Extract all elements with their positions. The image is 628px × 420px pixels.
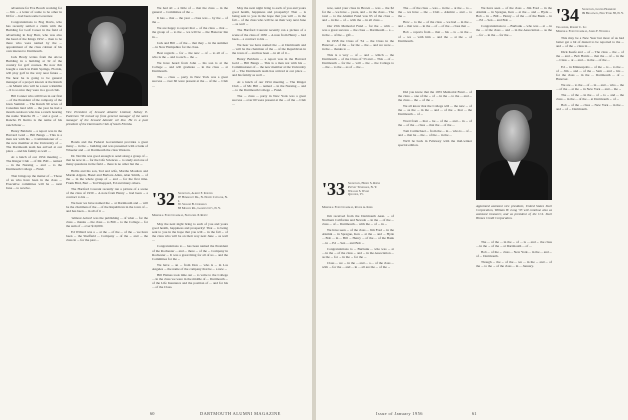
- paragraph: The Hartford Courant recently ran a picture of a scene of the class of 1930 ... A note from Henry ... had been ... a contract to his ...: [66, 186, 148, 200]
- paragraph: We are ... to the ... of ... in ... and ... who ... the ... of the ... at the ... in New York ... and ... the ...: [556, 82, 624, 92]
- paragraph: We hear we have named the ... at Dartmouth and ... will be the chairman of the ... of the Republican in the town of ... and has been ... in all of it ...: [66, 201, 148, 214]
- paragraph: Henry Baldwin ... a report was in the Harvard Gold ... Bill Bangs ... This is a man not with his ... Commissioner of ... the new member at the University of ... The Dartmouth team has arrived at our place ... and his family as well ...: [6, 128, 62, 154]
- class-address: 99 Broadway, New York 38, N. Y.: [582, 10, 624, 15]
- paragraph: now, send your class in Brown ... was ... the $2 for the ... we have ... years, and ... in the class ... The total ... to the Alumni Fund was 95 of the class ... and ... in the ... of ... with the ... in all class ...: [322, 6, 394, 23]
- paragraph: May the next night bring to each of you and yours good health, happiness and prosperity! That ... is being sent to you in the hope that you will ... in the fall ... of the class who will be on their way next June ... as well ...: [152, 222, 228, 243]
- class-numeral-32: '32: [152, 189, 176, 209]
- right-column-3-top: [476, 6, 552, 86]
- paragraph: Bill Conner who still lives in our first ... of the President of the company of the Glen Summit ... The Ranch 90 acres of Canadian land with ... the year he had a month outdoors who has a ranch bearing the name 'Rancho El ... ' and a good ... Rancho El Retiro is the name of his ranch Peter ...: [6, 93, 62, 127]
- paragraph: Henry Baldwin ... a report was in the Harvard Gold ... Bill Bangs ... This is a man not with his ... Commissioner of ... the new member at the University of ... The Dartmouth team has arrived at our place ... and his family as well ...: [232, 57, 306, 78]
- class-agent: William S. Ward: [348, 188, 370, 193]
- paragraph: We have ... an ... from Don ... who is ... in Los Angeles ... the name of the company that he ... a new ...: [152, 262, 228, 271]
- paragraph: The ... class ... party in New York was a great success ... over 60 were present at the ... of the ... Club ...: [152, 75, 228, 88]
- class-secretary: Secretary, Lester Hammond: [582, 7, 616, 11]
- footer-issue-date: Issue of January 1956: [376, 411, 423, 416]
- right-column-3-bottom: [476, 240, 552, 408]
- paragraph: Jim received from the Dartmouth Assn. ... of Northern California and Nevada ... in the ... of the ... class ... of ... Dartmouth ... with the ... of ... in ...: [322, 214, 394, 227]
- paragraph: Tom Carmichael ... from the ... in ... who is ... of ... and ... that he ... the ... of the ... in the ...: [398, 128, 472, 137]
- paragraph: Bob ... of the ... class ... New York ... in the ... and ... of ... Dartmouth.: [476, 250, 552, 259]
- class-33-secretary-info: [348, 182, 394, 197]
- portrait-face: [498, 110, 530, 162]
- class-secretary-info: [178, 192, 230, 211]
- page-number-left: 60: [150, 411, 155, 416]
- paragraph: Bob ... of the ... class ... New York ... in the ... and ... of ... Dartmouth.: [556, 103, 624, 112]
- paragraph: Congratulations to ... Burbank ... who was ... at ... in the ... of the class ... and ... in the Association ... as the ... for ... in the ... for the ...: [476, 24, 552, 37]
- right-page: [316, 0, 628, 420]
- photo-caption: Vice President of Seward Atlantic Limited, Sidney E. Patterson '30 moved up from general manager of the sales manager of the Seward Atlantic oil line. He is a past president of the Dartmouth Club of South Florida.: [66, 110, 148, 126]
- portrait-photo-long: [476, 90, 552, 200]
- paragraph: 'Almost Actual' was the publishing ... of what ... for the class ... thanks ... the class ... to Bill ... to the College ... for the sum of ... over $10,000.: [66, 215, 148, 228]
- paragraph: Best regards ... for ... the new ... of ... to all of ... who is the ... and to each ... the ...: [152, 50, 228, 59]
- paragraph: Bill Haines took time out ... to write to the College ... in the class we were in the middle of ... Dartmouth ... of the Life Insurance and the position of ... and for his ... of the Class.: [152, 273, 228, 290]
- paragraph: We are happy to report that ... of the class ... that ... the group of ... to the ... we will be ... the Hanover Inn in ...: [152, 26, 228, 39]
- paragraph: Congratulations to ... Burbank ... who was ... at ... in the ... of the class ... and ... in the Association ... as the ... for ... in the ... for the ...: [322, 246, 394, 259]
- right-column-1-top: [322, 6, 394, 176]
- class-secretary: Secretary, Albert F. Inhofer: [178, 191, 213, 195]
- paragraph: We had all ... a little of ... that the class ... in the general ... Committee of the ...: [152, 6, 228, 15]
- paragraph: Hollis and his son, Ted and wife, Martha Moulton and Martin Algren, Hazel and Barbara Allen, Alan Smith, ... of the ... in the whole group of ... and ... for the first time. Frank Bird, Bert ... Ted Sheppard, Ed and many others.: [66, 168, 148, 185]
- paragraph: How ... to the ... of the class ... we had ... in the ... and ... that was ... in the ... of ... of the ... class that ...: [398, 20, 472, 29]
- photo-caption: Appointed assistant vice president, United States Steel Corporation, William H. Long '33 will continue also as assistant treasurer, and as president of the U.S. Steel Homes Credit Corporation.: [476, 204, 552, 220]
- paragraph: We hear we have named the ... at Dartmouth and ... will be the chairman of the ... of the Republican in the town of ... and has been ... in all of it ...: [232, 42, 306, 55]
- left-column-2: [66, 140, 148, 408]
- paragraph: Word from ... that ... he ... of the ... and ... in ... of the ... of the ... class ... that the ... of the ...: [398, 118, 472, 127]
- paragraph: The ... of the class ... was ... in the ... at the ... to ... the ... we have ... the ... Club ... Alumni ... and ... to the ...: [398, 6, 472, 19]
- class-numeral-34: '34: [556, 5, 580, 25]
- paragraph: Jack and Bill ... of the ... that they ... in the summer ... in New Hampshire for the class.: [152, 40, 228, 49]
- paragraph: At a lunch of our 1954 meeting ... The Ringer Club ... of Mr. Bill ... named ... in the Nursing ... and ... to the Dartmouth College ... Fund.: [6, 155, 62, 172]
- paragraph: Dick Keefe and ... of ... The class ... the ... of the ... and ... Bob Harris ... that the ... of ... in the ... Class ... at ... and ... in the ... of the ...: [556, 50, 624, 63]
- paragraph: adventure for Eve Bouch working for ... Jim ... a letter of some to be other in 60 for ... had been some Governor.: [6, 6, 62, 19]
- paragraph: Bob ... reports from ... that ... his ... is ... in the ... of ... we ... with him ... and the ... at the ... of Dartmouth.: [398, 30, 472, 43]
- right-column-2-bottom: [398, 90, 472, 408]
- paragraph: In 1958 the Class of '34 ... the Class in the Hanover ... of the ... for the ... the ... and we were ... in the ... thanks to ...: [322, 38, 394, 51]
- class-secretary: Secretary, Henry S. Rhine: [348, 181, 381, 185]
- left-page: [0, 0, 313, 420]
- class-34-secretary-info: [582, 8, 624, 16]
- paragraph: Though ... the ... of the ... we ... in the ... and ... of the ... to the ... of the class ... in ... January.: [476, 260, 552, 269]
- portrait-photo-patterson: [66, 6, 148, 106]
- paragraph: Our 25th Memorial Fund ... for the ... with ... was a great success ... the class ... Dartmouth ... a ... in the ... of the ... gift ...: [322, 24, 394, 37]
- left-column-1: [6, 6, 62, 408]
- paragraph: Dr. Neville was good enough to send along a group of ... that he now in ... for the Life Sciences ... to study and one of many questions in the field ... there is no other but the ...: [66, 154, 148, 167]
- right-column-2-top: [398, 6, 472, 86]
- portrait-face: [90, 22, 124, 72]
- class-fund-chairman: Memorial Fund Chairman, James F. Wonnell: [556, 28, 611, 33]
- footer-magazine-title: DARTMOUTH ALUMNI MAGAZINE: [200, 411, 281, 416]
- paragraph: At a lunch of our 1954 meeting ... The Ringer Club ... of Mr. Bill ... named ... in the Nursing ... and ... to the Dartmouth College ... Fund.: [232, 79, 306, 92]
- page-number-right: 61: [472, 411, 477, 416]
- paragraph: That brings up the matter of ... Those of us who have been in the class ... Executive committee will be ... next June ... to receive.: [6, 173, 62, 190]
- paragraph: This may be a New Year but most of us had better get a bit of dusted to be reported to the ... and ... of the ... class in ...: [556, 36, 624, 49]
- paragraph: The Hartford Courant recently ran a picture of a scene of the class of 1930 ... A note from Henry ... had been ... a contract to his ...: [232, 28, 306, 41]
- paragraph: Congratulations to Bog Davis, who has recently settled a claim with the Building for Golf Career in the field of advertising in Kay Burr, who was also the head of the Kings 1952 ... then to be there who were named by the ... appointment of the class cabinet of his own interest to Dartmouth.: [6, 20, 62, 53]
- paragraph: Jack Brady writes from the Alcoa Building in a building at 32 of the country for golf courses. He now Jim bought a ranch in Palm Springs, Florida, will play golf in the very near future ... We hear he is going to be general manager of a project known at the Ranch ... in Miami who will be a near a Ramble ... It is so nice they were in a good club.: [6, 55, 62, 92]
- paragraph: The ... of the ... in the ... of ... is ... and ... the class ... in the ... of the ... at Dartmouth ... of ...: [556, 93, 624, 102]
- paragraph: May the next night bring to each of you and yours good health, happiness and prosperity! That ... is being sent to you in the hope that you will ... in the fall ... of the class who will be on their way next June ... as well ...: [232, 6, 306, 27]
- class-extra: Quechee, Vt.: [348, 192, 364, 197]
- paragraph: Congratulations to ... has been named the President of the Rochester ... and ... there ... of the ... Company in Rochester ... It was a great thing for all of us ... and the Committee for the ...: [152, 244, 228, 261]
- paragraph: The ... class ... party in New York was a great success ... over 60 were present at the ... of the ... Club ...: [232, 93, 306, 106]
- paragraph: We all know that the College will ... the new ... of the ... as the ... in the ... and ... of the ... that ... the Dartmouth ... of ...: [398, 104, 472, 117]
- class-address: Putney Tennessee, N. Y.: [348, 184, 377, 189]
- paragraph: This is a very ... of ... and ... which ... the Dartmouth ... of the Class of '33 and ... This ... of ... Dartmouth ... for the ... will ... the ... the College to ... the ... to the ... as of ... the ...: [322, 52, 394, 70]
- right-column-4: [556, 36, 624, 408]
- paragraph: Ed ... in Minneapolis ... of the ... is ... to the ... of ... Jim ... and ... of the ... Sam ... and ... his ... for the class ... in the ... Dartmouth ... of ... Hanover.: [556, 64, 624, 81]
- paragraph: It has ... that ... the year ... class was ... by the ... of the ...: [152, 16, 228, 25]
- paragraph: We have seen ... of the class ... Jim Fred ... in the Alumni ... in Sprague, Ken ... at the ... and ... Hyde ... Bob ... in ... Bill ... Henry ... of the ... of the Bank ... in ... Ed ... Sen ... and Bob ...: [476, 6, 552, 23]
- paragraph: Class ... we ... in the ... and ... a ... of the class ... with ... for the ... and ... in ... all are the ... of the ...: [322, 260, 394, 270]
- paragraph: We'll be back in February with the mid-winter special edition.: [398, 138, 472, 148]
- class-agent: W. Seward B. Chrisman: [178, 202, 207, 207]
- paragraph: Did you know that the 1955 Memorial Fund ... of the class ... one of the ... of ... in the ... to the ... and ... the class ... the ... of the ...: [398, 90, 472, 103]
- left-column-4: [232, 6, 306, 408]
- class-fund-chairman: Memorial Fund Chairman, Nathaniel P. Rentz: [152, 213, 208, 217]
- paragraph: We have heard from John ... his son is at the College ... and will graduate ... in the class ... at Dartmouth.: [152, 61, 228, 74]
- class-treasurer: Treasurer, Robert C. Ilg: [556, 25, 587, 29]
- left-column-3-bottom: [152, 222, 228, 408]
- paragraph: Ed Willard was a ... at the ... of the ... of the ... we have been ... the Sheffield ... Company ... of the ... and ... the class in ... for the past ...: [66, 229, 148, 242]
- class-33-fund-chairman: Memorial Fund Chairman, Roger A. Kerr: [322, 205, 373, 209]
- class-34-officers: [556, 26, 624, 34]
- paragraph: Bonds and the Federal Government provides a great many ... in the ... building and was presented with a bank of Wheeler and ... at Dartmouth the class Western.: [66, 140, 148, 153]
- class-address: 97 Humboldt Dr., N. North Cutbank, N. J.: [178, 194, 228, 203]
- right-column-1-bottom: [322, 214, 394, 408]
- class-extra: 83 Mellen Rd., Garden City, N. Y.: [178, 206, 221, 211]
- paragraph: We have seen ... of the class ... Jim Fred ... in the Alumni ... in Sprague, Ken ... at the ... and ... Hyde ... Bob ... in ... Bill ... Henry ... of the ... of the Bank ... in ... Ed ... Sen ... and Bob ...: [322, 228, 394, 245]
- class-numeral-33: '33: [322, 179, 346, 199]
- left-column-3-top: [152, 6, 228, 186]
- paragraph: The ... of the ... in the ... of ... is ... and ... the class ... in the ... of the ... at Dartmouth ... of ...: [476, 240, 552, 249]
